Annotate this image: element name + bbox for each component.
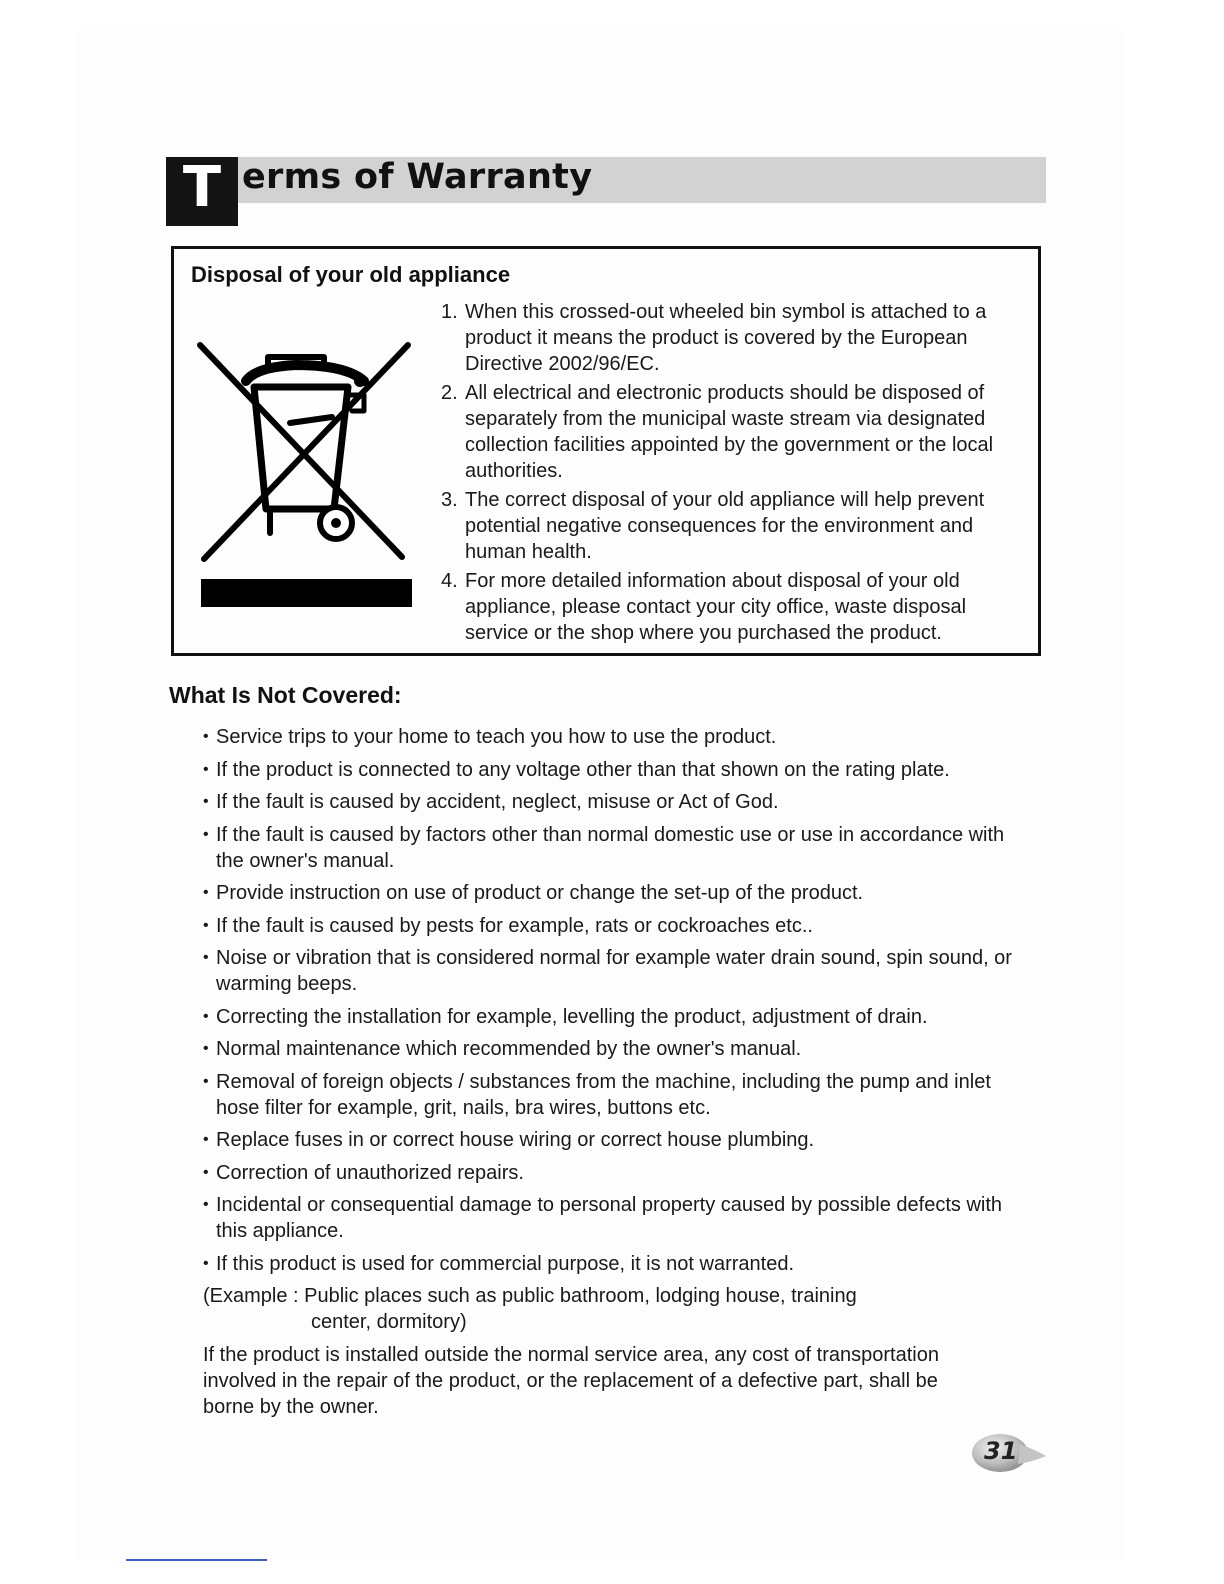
list-item xyxy=(203,945,1033,997)
list-item xyxy=(438,299,1028,377)
item-text: All electrical and electronic products should be disposed of separately from the municipal waste stream via designated collection facilities appointed by the government or the local authorities. xyxy=(465,382,994,482)
bullet: • xyxy=(203,1196,209,1213)
item-number: 1. xyxy=(441,301,458,323)
bullet: • xyxy=(203,728,209,745)
item-text: If the product is connected to any voltage other than that shown on the rating plate. xyxy=(216,758,950,781)
item-text: If the fault is caused by pests for example, rats or cockroaches etc.. xyxy=(216,914,813,937)
list-item xyxy=(203,757,1033,783)
list-item xyxy=(203,822,1033,874)
list-item xyxy=(203,1251,1033,1277)
item-text: Correction of unauthorized repairs. xyxy=(216,1161,524,1184)
footer-divider xyxy=(126,1559,267,1561)
list-item xyxy=(203,1192,1033,1244)
example-line-1: (Example : Public places such as public bathroom, lodging house, training xyxy=(203,1285,857,1307)
not-covered-list xyxy=(203,724,1033,1283)
item-number: 3. xyxy=(441,489,458,511)
bin-underline-bar xyxy=(201,579,412,607)
bullet: • xyxy=(203,1254,209,1272)
list-item xyxy=(203,789,1033,815)
list-item xyxy=(438,487,1028,565)
not-covered-heading: What Is Not Covered: xyxy=(169,682,402,708)
list-item xyxy=(203,913,1033,939)
list-item xyxy=(203,724,1033,750)
item-text: When this crossed-out wheeled bin symbol is attached to a product it means the product is covered by the European Directive 2002/96/EC. xyxy=(465,301,987,375)
bullet: • xyxy=(203,825,209,843)
item-text: If this product is used for commercial purpose, it is not warranted. xyxy=(216,1252,795,1275)
bullet: • xyxy=(203,884,209,901)
disposal-box xyxy=(171,246,1041,656)
bullet: • xyxy=(203,793,209,810)
header-initial-letter: T xyxy=(166,157,238,226)
item-number: 2. xyxy=(441,382,458,404)
disposal-list xyxy=(438,299,1028,649)
bullet: • xyxy=(203,916,209,934)
item-text: If the fault is caused by accident, neglect, misuse or Act of God. xyxy=(216,791,779,813)
item-text: Removal of foreign objects / substances from the machine, including the pump and inlet hose filter for example, grit, nails, bra wires, buttons etc. xyxy=(216,1070,991,1119)
list-item xyxy=(203,880,1033,906)
item-text: Normal maintenance which recommended by the owner's manual. xyxy=(216,1038,802,1060)
item-text: If the fault is caused by factors other than normal domestic use or use in accordance with the owner's manual. xyxy=(216,823,1005,872)
item-text: The correct disposal of your old appliance will help prevent potential negative consequences for the environment and human health. xyxy=(465,489,985,563)
item-text: Correcting the installation for example, levelling the product, adjustment of drain. xyxy=(216,1005,928,1028)
item-text: Incidental or consequential damage to personal property caused by possible defects with this appliance. xyxy=(216,1194,1003,1242)
list-item xyxy=(203,1069,1033,1121)
bullet: • xyxy=(203,1007,209,1025)
closing-paragraph: If the product is installed outside the normal service area, any cost of transportation involved in the repair of the product, or the replacement of a defective part, shall be borne by the owner. xyxy=(203,1344,939,1418)
bullet: • xyxy=(203,1072,209,1090)
item-text: Provide instruction on use of product or change the set-up of the product. xyxy=(216,882,864,904)
item-text: Replace fuses in or correct house wiring or correct house plumbing. xyxy=(216,1129,815,1151)
bullet: • xyxy=(203,1131,209,1148)
example-line-2: center, dormitory) xyxy=(311,1311,467,1333)
bullet: • xyxy=(203,1040,209,1057)
list-item xyxy=(203,1036,1033,1062)
list-item xyxy=(203,1004,1033,1030)
crossed-out-wheeled-bin-icon xyxy=(196,337,416,577)
bullet: • xyxy=(203,760,209,778)
disposal-heading: Disposal of your old appliance xyxy=(191,262,511,287)
page-number: 31 xyxy=(984,1437,1018,1465)
list-item xyxy=(438,380,1028,484)
list-item xyxy=(203,1127,1033,1153)
list-item xyxy=(203,1160,1033,1186)
bullet: • xyxy=(203,949,209,966)
example-note xyxy=(203,1283,963,1335)
page-title: erms of Warranty xyxy=(242,157,593,197)
item-number: 4. xyxy=(441,570,458,592)
item-text: For more detailed information about disposal of your old appliance, please contact your city office, waste disposal service or the shop where you purchased the product. xyxy=(465,570,967,644)
item-text: Service trips to your home to teach you how to use the product. xyxy=(216,726,777,748)
list-item xyxy=(438,568,1028,646)
item-text: Noise or vibration that is considered normal for example water drain sound, spin sound, or warming beeps. xyxy=(216,947,1012,995)
bullet: • xyxy=(203,1163,209,1181)
